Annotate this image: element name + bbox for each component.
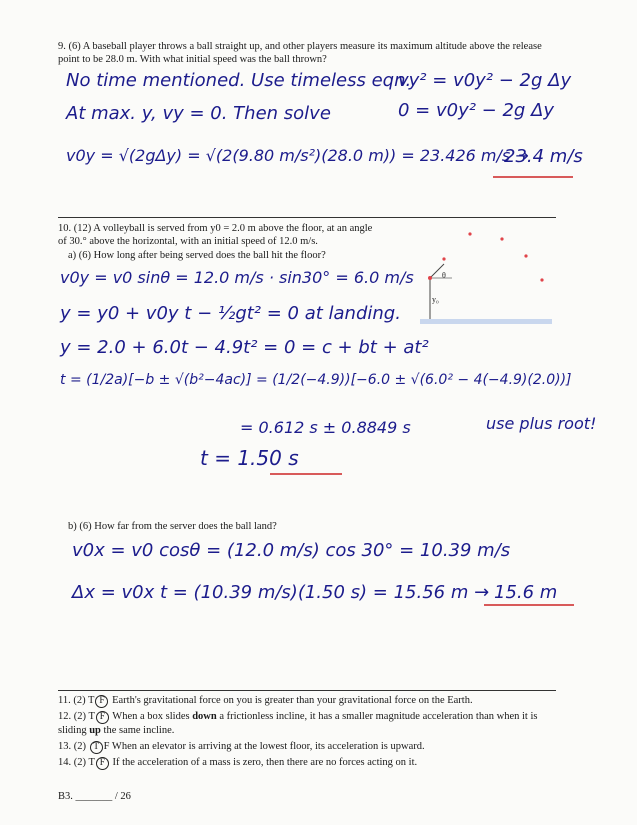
q12-text-c: when it is sliding [58,711,538,736]
q14-true: T [88,757,95,768]
score-total: / 26 [114,791,131,802]
q10b-answer: 15.6 m [494,582,558,603]
q10-hw-line8: Δx = v0x t = (10.39 m/s)(1.50 s) = 15.56 m → [72,582,490,603]
q13-false: F [103,741,110,752]
tf-q12 [58,710,563,737]
q12-text-b: a frictionless incline, it has a smaller magnitude acceleration than [219,711,494,722]
theta-label: θ [442,271,446,280]
y0-label: y₀ [432,295,439,304]
q10a-answer-underline [270,473,342,475]
q10-hw-line2: y = y0 + v0y t − ½gt² = 0 at landing. [60,303,401,324]
q12-bold-down: down [192,711,217,722]
q9-hw-line3: v0y = √(2gΔy) = √(2(9.80 m/s²)(28.0 m)) = 23.426 m/s → [66,146,529,165]
q12-false-circled: F [96,711,109,724]
trajectory-point [468,232,471,235]
q9-answer-underline [493,176,573,178]
q10-hw-line3: y = 2.0 + 6.0t − 4.9t² = 0 = c + bt + at² [60,337,429,358]
q10-hw-note: use plus root! [486,414,597,433]
q10-hw-line6: t = 1.50 s [200,446,299,470]
q13-text: When an elevator is arriving at the lowest floor, its acceleration is upward. [111,741,425,752]
q10-hw-line7: v0x = v0 cosθ = (12.0 m/s) cos 30° = 10.39 m/s [72,540,511,561]
q10-prompt-line2: of 30.° above the horizontal, with an initial speed of 12.0 m/s. [58,236,318,247]
q9-prompt: 9. (6) A baseball player throws a ball straight up, and other players measure its maximum altitude above the release point to be 28.0 m. With what initial speed was the ball thrown? [58,41,542,65]
ball-start [428,276,432,280]
q14-number: 14. (2) [58,757,86,768]
floor [420,319,552,324]
score-label: B3. [58,791,73,802]
q10b-prompt: b) (6) How far from the server does the ball land? [68,521,277,532]
q14-false-circled: F [96,757,109,770]
q11-true: T [88,695,95,706]
q9-hw-line2: At max. y, vy = 0. Then solve [66,103,331,124]
score-blank: _______ [75,791,113,802]
q14-text: If the acceleration of a mass is zero, then there are no forces acting on it. [112,757,418,768]
q13-number: 13. (2) [58,741,86,752]
divider-q10-tf [58,690,556,691]
trajectory-point [442,257,445,260]
q9-hw-line1-eq: vy² = v0y² − 2g Δy [398,70,572,91]
q11-number: 11. (2) [58,695,86,706]
volleyball-diagram [418,222,558,334]
q11-false-circled: F [95,695,108,708]
q10a-prompt: a) (6) How long after being served does the ball hit the floor? [68,250,326,261]
q10-hw-line5: = 0.612 s ± 0.8849 s [240,418,411,437]
score-footer [58,790,131,803]
q9-hw-line1: No time mentioned. Use timeless eqn. [66,70,412,91]
q9-answer: 23.4 m/s [504,146,583,167]
tf-q13 [58,740,563,754]
q12-number: 12. (2) [58,711,86,722]
q10b-answer-underline [484,604,574,606]
q12-text-a: When a box slides [112,711,190,722]
q10-prompt-line1: 10. (12) A volleyball is served from y0 = 2.0 m above the floor, at an angle [58,223,373,234]
q13-true-circled: T [90,741,103,754]
tf-q11 [58,694,563,708]
q10-hw-line4: t = (1/2a)[−b ± √(b²−4ac)] = (1/2(−4.9))[−6.0 ± √(6.0² − 4(−4.9)(2.0))] [60,372,572,388]
divider-q9-q10 [58,217,556,218]
q12-true: T [88,711,95,722]
trajectory-point [524,254,527,257]
tf-q14 [58,756,563,770]
q12-bold-up: up [89,725,101,736]
trajectory-point [540,278,543,281]
q9-hw-line2-eq: 0 = v0y² − 2g Δy [398,100,555,121]
q11-text: Earth's gravitational force on you is greater than your gravitational force on the Earth. [112,695,473,706]
q12-text-d: the same incline. [103,725,175,736]
trajectory-point [500,237,503,240]
q10-hw-line1: v0y = v0 sinθ = 12.0 m/s · sin30° = 6.0 m/s [60,268,414,287]
